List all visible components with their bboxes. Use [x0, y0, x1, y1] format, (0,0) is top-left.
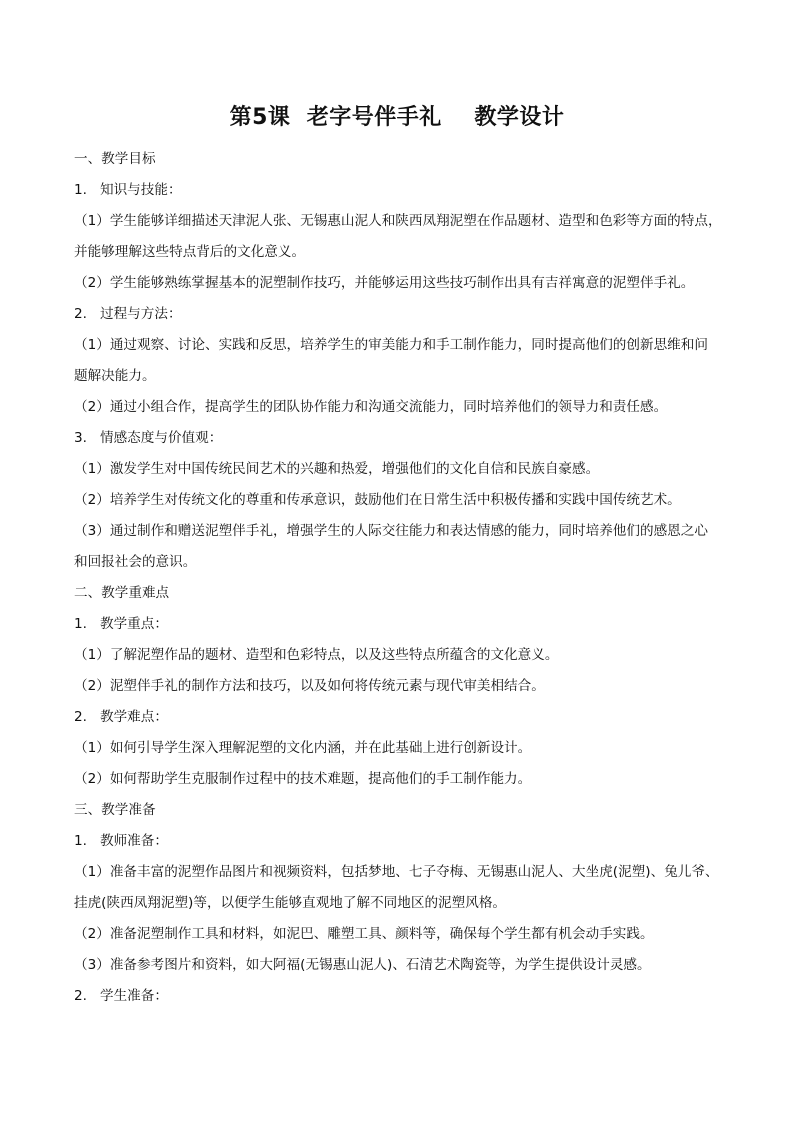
line-text: （1）激发学生对中国传统民间艺术的兴趣和热爱，增强他们的文化自信和民族自豪感。: [74, 461, 600, 477]
line-text: （2）泥塑伴手礼的制作方法和技巧，以及如何将传统元素与现代审美相结合。: [74, 678, 545, 694]
line-text: （2）准备泥塑制作工具和材料，如泥巴、雕塑工具、颜料等，确保每个学生都有机会动手实践。: [74, 926, 654, 942]
list-number: 1.: [74, 616, 87, 632]
list-number: 1.: [74, 833, 87, 849]
line-text: 教学重点：: [100, 616, 168, 632]
line-text: （3）准备参考图片和资料，如大阿福(无锡惠山泥人)、石清艺术陶瓷等，为学生提供设计灵感。: [74, 957, 651, 973]
text-line: [74, 702, 734, 733]
line-text: （1）如何引导学生深入理解泥塑的文化内涵，并在此基础上进行创新设计。: [74, 740, 532, 756]
text-line: [74, 981, 734, 1012]
list-number: 2.: [74, 306, 87, 322]
text-line: [74, 485, 734, 516]
line-text: 知识与技能：: [100, 182, 182, 198]
line-text: （1）通过观察、讨论、实践和反思，培养学生的审美能力和手工制作能力，同时提高他们的创新思维和问: [74, 337, 708, 353]
text-line: [74, 206, 734, 237]
text-line: [74, 516, 734, 547]
line-text: 学生准备：: [100, 988, 168, 1004]
line-text: 和回报社会的意识。: [74, 554, 197, 570]
text-line: [74, 733, 734, 764]
text-line: [74, 175, 734, 206]
line-text: 情感态度与价值观：: [100, 430, 223, 446]
text-line: [74, 454, 734, 485]
text-line: [74, 268, 734, 299]
text-line: [74, 671, 734, 702]
text-line: [74, 795, 734, 826]
line-text: （1）了解泥塑作品的题材、造型和色彩特点，以及这些特点所蕴含的文化意义。: [74, 647, 559, 663]
text-line: [74, 826, 734, 857]
text-line: [74, 919, 734, 950]
line-text: 三、教学准备: [74, 802, 156, 818]
line-text: （2）如何帮助学生克服制作过程中的技术难题，提高他们的手工制作能力。: [74, 771, 532, 787]
line-text: 教学难点：: [100, 709, 168, 725]
text-line: [74, 888, 734, 919]
line-text: 教师准备：: [100, 833, 168, 849]
text-line: [74, 144, 734, 175]
text-line: [74, 330, 734, 361]
line-text: （1）学生能够详细描述天津泥人张、无锡惠山泥人和陕西凤翔泥塑在作品题材、造型和色彩等方面的特点，: [74, 213, 722, 229]
text-line: [74, 640, 734, 671]
text-line: [74, 237, 734, 268]
list-number: 2.: [74, 988, 87, 1004]
text-line: [74, 361, 734, 392]
line-text: （3）通过制作和赠送泥塑伴手礼，增强学生的人际交往能力和表达情感的能力，同时培养他们的感恩之心: [74, 523, 708, 539]
text-line: [74, 547, 734, 578]
document-body: [74, 144, 734, 1012]
line-text: 并能够理解这些特点背后的文化意义。: [74, 244, 306, 260]
line-text: （2）通过小组合作，提高学生的团队协作能力和沟通交流能力，同时培养他们的领导力和责任感。: [74, 399, 668, 415]
document-title: 第5课 老字号伴手礼 教学设计: [229, 105, 565, 130]
list-number: 1.: [74, 182, 87, 198]
text-line: [74, 857, 734, 888]
line-text: 题解决能力。: [74, 368, 156, 384]
line-text: 一、教学目标: [74, 151, 156, 167]
line-text: （1）准备丰富的泥塑作品图片和视频资料，包括梦地、七子夺梅、无锡惠山泥人、大坐虎(泥塑)、兔儿爷、: [74, 864, 719, 880]
line-text: 二、教学重难点: [74, 585, 170, 601]
text-line: [74, 578, 734, 609]
text-line: [74, 950, 734, 981]
text-line: [74, 299, 734, 330]
line-text: （2）学生能够熟练掌握基本的泥塑制作技巧，并能够运用这些技巧制作出具有吉祥寓意的泥塑伴手礼。: [74, 275, 695, 291]
line-text: （2）培养学生对传统文化的尊重和传承意识，鼓励他们在日常生活中积极传播和实践中国传统艺术。: [74, 492, 681, 508]
text-line: [74, 392, 734, 423]
text-line: [74, 423, 734, 454]
text-line: [74, 764, 734, 795]
line-text: 挂虎(陕西凤翔泥塑)等，以便学生能够直观地了解不同地区的泥塑风格。: [74, 895, 507, 911]
line-text: 过程与方法：: [100, 306, 182, 322]
text-line: [74, 609, 734, 640]
list-number: 3.: [74, 430, 87, 446]
list-number: 2.: [74, 709, 87, 725]
